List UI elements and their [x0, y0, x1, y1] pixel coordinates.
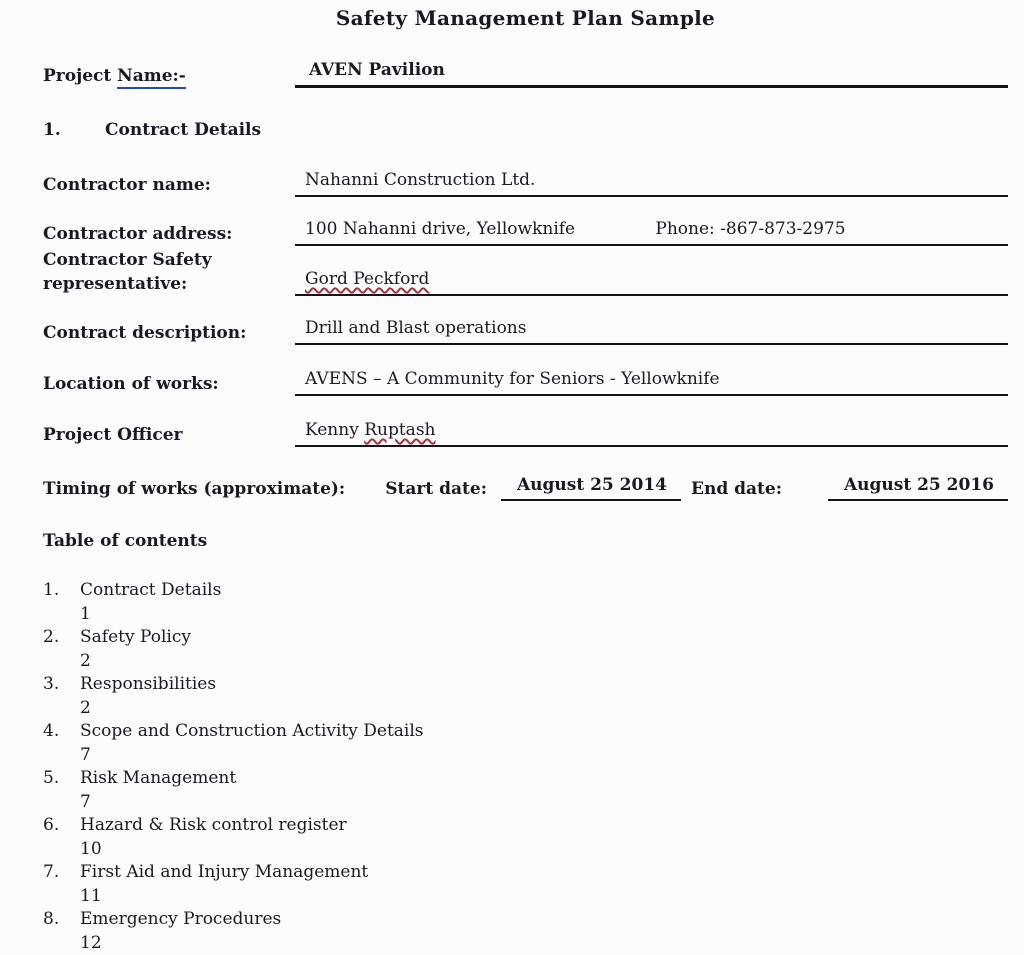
safety-representative-name: Gord Peckford	[305, 269, 429, 289]
project-name-row	[43, 60, 1008, 88]
document-title: Safety Management Plan Sample	[43, 6, 1008, 30]
toc-item-page: 11	[80, 885, 1008, 909]
contractor-name-value: Nahanni Construction Ltd.	[295, 170, 1008, 197]
contractor-address-text: 100 Nahanni drive, Yellowknife	[305, 219, 650, 240]
toc-item-page: 12	[80, 932, 1008, 955]
toc-item-number: 6.	[43, 814, 80, 838]
toc-item	[43, 814, 1008, 861]
toc-item-number: 2.	[43, 626, 80, 650]
safety-representative-label: Contractor Safety representative:	[43, 248, 295, 296]
toc-item-number: 3.	[43, 673, 80, 697]
contractor-address-value	[295, 219, 1008, 246]
contractor-phone: Phone: -867-873-2975	[655, 219, 845, 239]
toc-item-number: 1.	[43, 579, 80, 603]
project-officer-misspelled-name: Ruptash	[364, 420, 435, 440]
toc-item-number: 7.	[43, 861, 80, 885]
contract-description-value: Drill and Blast operations	[295, 318, 1008, 345]
contractor-name-row	[43, 170, 1008, 197]
start-date-value: August 25 2014	[501, 475, 681, 501]
toc-item-page: 2	[80, 650, 1008, 674]
project-name-underlined-word: Name:-	[117, 66, 186, 89]
safety-representative-row	[43, 248, 1008, 296]
toc-item-page: 7	[80, 744, 1008, 768]
toc-item-title: Risk Management	[80, 768, 236, 788]
toc-item-title: Scope and Construction Activity Details	[80, 721, 424, 741]
toc-item-title: First Aid and Injury Management	[80, 862, 368, 882]
toc-item	[43, 861, 1008, 908]
toc-item-title: Responsibilities	[80, 674, 216, 694]
start-date-label: Start date:	[385, 477, 487, 501]
section-1-number: 1.	[43, 120, 105, 140]
contract-description-row	[43, 318, 1008, 345]
toc-item	[43, 626, 1008, 673]
safety-representative-value	[295, 269, 1008, 296]
toc-item	[43, 908, 1008, 955]
location-of-works-label: Location of works:	[43, 372, 295, 396]
toc-item	[43, 673, 1008, 720]
end-date-label: End date:	[691, 477, 782, 501]
table-of-contents	[43, 579, 1008, 955]
contractor-name-label: Contractor name:	[43, 173, 295, 197]
contractor-address-label: Contractor address:	[43, 222, 295, 246]
location-of-works-value: AVENS – A Community for Seniors - Yellowknife	[295, 369, 1008, 396]
toc-item-title: Emergency Procedures	[80, 909, 281, 929]
toc-item	[43, 767, 1008, 814]
end-date-value: August 25 2016	[828, 475, 1008, 501]
toc-item-number: 4.	[43, 720, 80, 744]
toc-item	[43, 579, 1008, 626]
toc-item	[43, 720, 1008, 767]
timing-label: Timing of works (approximate):	[43, 477, 385, 501]
section-1-heading	[43, 120, 1008, 140]
toc-item-number: 8.	[43, 908, 80, 932]
project-officer-label: Project Officer	[43, 423, 295, 447]
contractor-address-row	[43, 219, 1008, 246]
project-name-value: AVEN Pavilion	[295, 60, 1008, 88]
toc-item-title: Contract Details	[80, 580, 221, 600]
contract-description-label: Contract description:	[43, 321, 295, 345]
toc-item-number: 5.	[43, 767, 80, 791]
project-officer-row	[43, 420, 1008, 447]
project-officer-value: Kenny Ruptash	[295, 420, 1008, 447]
toc-item-title: Safety Policy	[80, 627, 191, 647]
toc-item-page: 7	[80, 791, 1008, 815]
toc-item-page: 10	[80, 838, 1008, 862]
timing-of-works-row	[43, 475, 1008, 501]
project-name-label: Project Name:-	[43, 64, 295, 88]
section-1-title: Contract Details	[105, 120, 261, 140]
location-of-works-row	[43, 369, 1008, 396]
toc-heading: Table of contents	[43, 531, 1008, 551]
toc-item-title: Hazard & Risk control register	[80, 815, 347, 835]
toc-item-page: 1	[80, 603, 1008, 627]
toc-item-page: 2	[80, 697, 1008, 721]
